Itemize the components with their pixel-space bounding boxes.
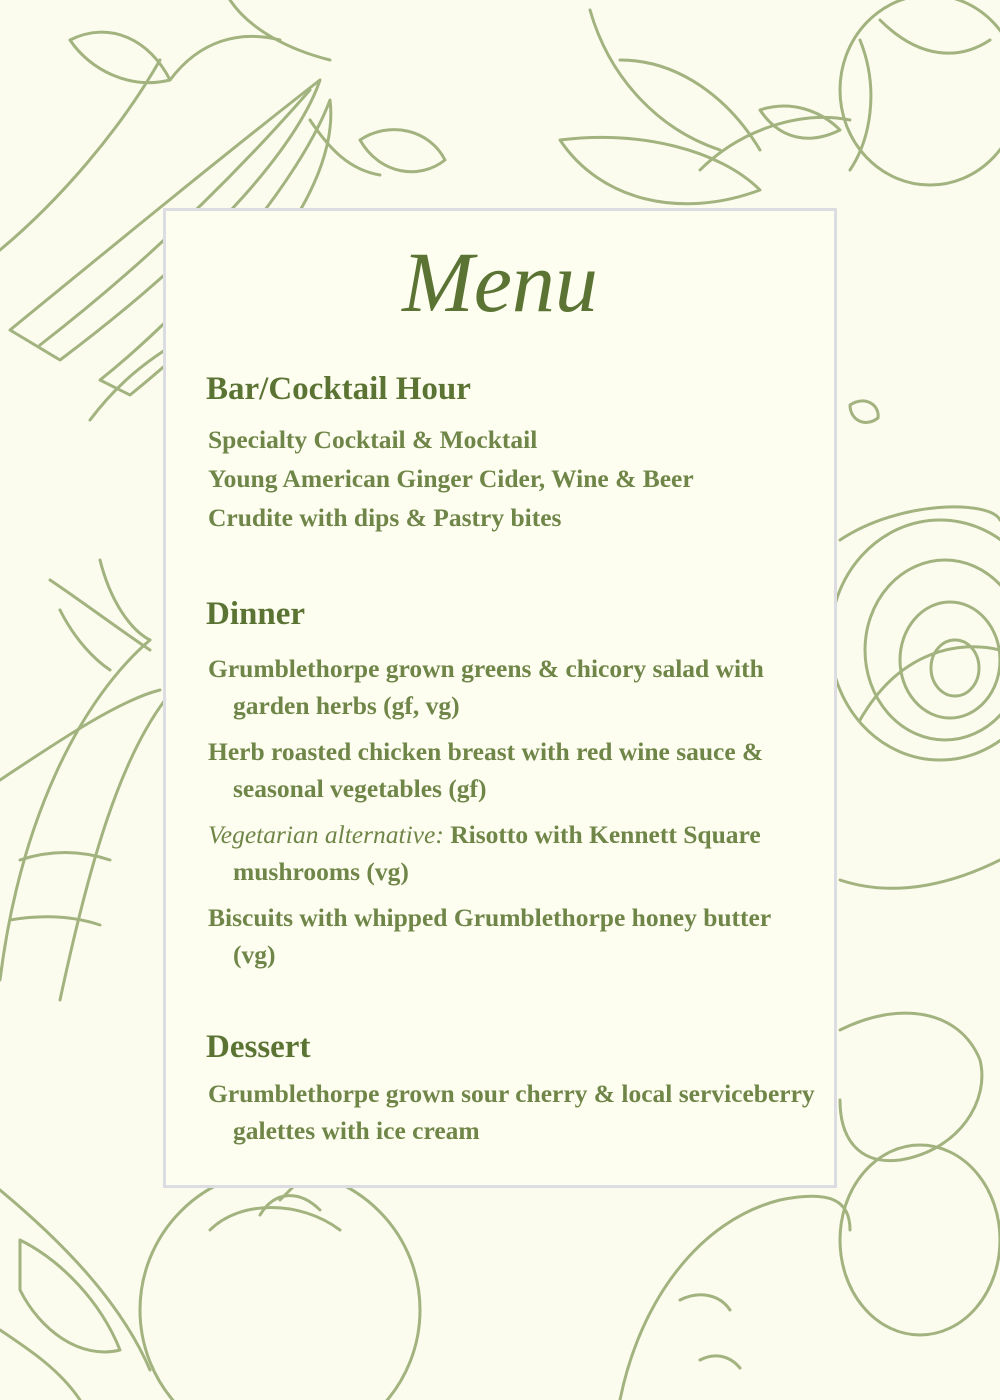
menu-item-text: Risotto with Kennett Square mushrooms (vg) [233, 820, 761, 886]
menu-item: Crudite with dips & Pastry bites [208, 503, 562, 532]
menu-item: Young American Ginger Cider, Wine & Beer [208, 464, 694, 493]
section-heading-dinner: Dinner [206, 596, 305, 632]
menu-item: Grumblethorpe grown sour cherry & local serviceberry galettes with ice cream [208, 1079, 815, 1145]
vegetarian-alternative-label: Vegetarian alternative: [208, 820, 444, 849]
menu-item: Specialty Cocktail & Mocktail [208, 425, 538, 454]
menu-card [163, 208, 837, 1188]
tomato-icon [140, 1170, 420, 1400]
menu-item [208, 816, 818, 890]
menu-title: Menu [402, 234, 598, 330]
section-heading-dessert: Dessert [206, 1029, 311, 1065]
section-heading-bar: Bar/Cocktail Hour [206, 371, 471, 407]
squash-slice-icon [0, 1190, 150, 1400]
menu-item: Biscuits with whipped Grumblethorpe honey butter (vg) [208, 903, 771, 969]
menu-item: Grumblethorpe grown greens & chicory salad with garden herbs (gf, vg) [208, 654, 764, 720]
onion-icon [830, 507, 1000, 888]
carrot-icon [0, 560, 165, 1000]
menu-item: Herb roasted chicken breast with red wine sauce & seasonal vegetables (gf) [208, 737, 764, 803]
